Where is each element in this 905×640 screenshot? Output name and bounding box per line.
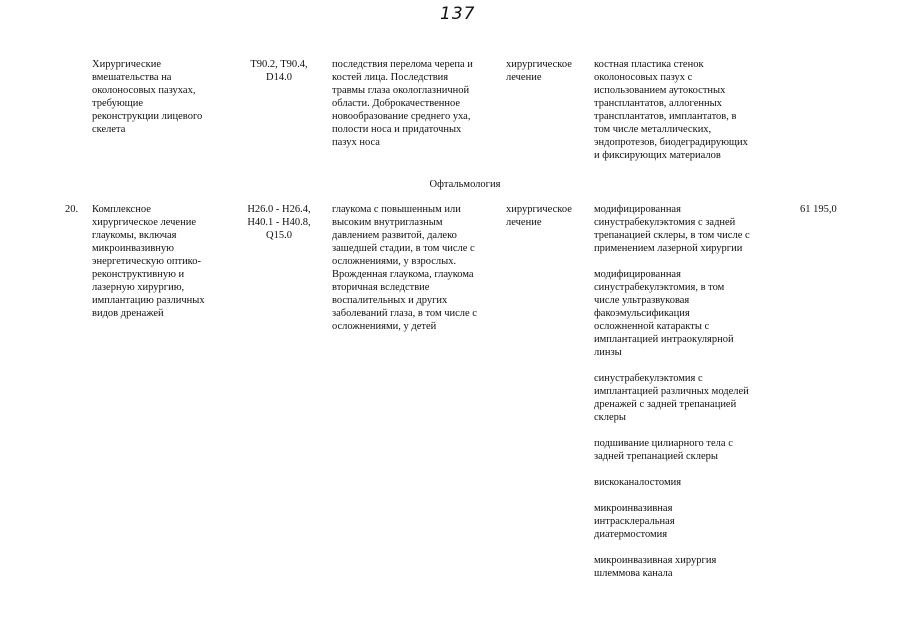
- text-line: применением лазерной хирургии: [594, 243, 743, 254]
- method-item: [594, 372, 776, 424]
- text-line: дренажей с задней трепанацией: [594, 399, 737, 410]
- text-line: хирургическое лечение: [92, 217, 196, 228]
- text-line: T90.2, T90.4,: [250, 59, 308, 70]
- text-line: зашедшей стадии, в том числе с: [332, 243, 475, 254]
- treatment-methods: [594, 203, 776, 580]
- method-item: [594, 554, 776, 580]
- text-line: области. Доброкачественное: [332, 98, 461, 109]
- text-line: осложненной катаракты с: [594, 321, 710, 332]
- text-line: реконструктивную и: [92, 269, 185, 280]
- method-item: [594, 437, 776, 463]
- text-line: вискоканалостомия: [594, 477, 682, 488]
- text-line: синустрабекулэктомия с: [594, 373, 703, 384]
- method-item: [594, 476, 776, 489]
- text-line: скелета: [92, 124, 126, 135]
- text-line: микроинвазивная хирургия: [594, 555, 717, 566]
- text-line: давлением развитой, далеко: [332, 230, 457, 241]
- text-line: имплантацией интраокулярной: [594, 334, 734, 345]
- page-number: 137: [440, 4, 476, 24]
- method-item: [594, 268, 776, 359]
- text-line: интрасклеральная: [594, 516, 675, 527]
- row-number: 20.: [65, 204, 79, 215]
- text-line: вторичная вследствие: [332, 282, 430, 293]
- treatment-type: [506, 203, 588, 229]
- text-line: лечение: [506, 217, 542, 228]
- method-item: [594, 502, 776, 541]
- text-line: микроинвазивную: [92, 243, 175, 254]
- text-line: требующие: [92, 98, 144, 109]
- text-line: Q15.0: [266, 230, 292, 241]
- text-line: последствия перелома черепа и: [332, 59, 473, 70]
- section-title: Офтальмология: [429, 179, 501, 190]
- text-line: линзы: [594, 347, 622, 358]
- text-line: околоносовых пазухах,: [92, 85, 196, 96]
- text-line: имплантацией различных моделей: [594, 386, 749, 397]
- text-line: вмешательства на: [92, 72, 172, 83]
- text-line: и фиксирующих материалов: [594, 150, 721, 161]
- text-line: Врожденная глаукома, глаукома: [332, 269, 474, 280]
- text-line: глаукомы, включая: [92, 230, 177, 241]
- text-line: заболеваний глаза, в том числе с: [332, 308, 477, 319]
- text-line: костная пластика стенок: [594, 59, 704, 70]
- text-line: околоносовых пазух с: [594, 72, 693, 83]
- text-line: H40.1 - H40.8,: [247, 217, 311, 228]
- procedure-name: [92, 203, 240, 320]
- text-line: задней трепанацией склеры: [594, 451, 718, 462]
- text-line: синустрабекулэктомия, в том: [594, 282, 725, 293]
- text-line: синустрабекулэктомия с задней: [594, 217, 736, 228]
- patient-model: [332, 58, 502, 149]
- text-line: лечение: [506, 72, 542, 83]
- treatment-method: [594, 58, 776, 162]
- text-line: трансплантатов, аллогенных: [594, 98, 722, 109]
- text-line: модифицированная: [594, 269, 681, 280]
- procedure-name: [92, 58, 240, 136]
- text-line: имплантацию различных: [92, 295, 205, 306]
- text-line: травмы глаза окологлазничной: [332, 85, 470, 96]
- text-line: трансплантатов, имплантатов, в: [594, 111, 737, 122]
- icd-codes: [240, 203, 318, 242]
- text-line: факоэмульсификация: [594, 308, 690, 319]
- text-line: полости носа и придаточных: [332, 124, 462, 135]
- text-line: эндопротезов, биодеградирующих: [594, 137, 748, 148]
- text-line: модифицированная: [594, 204, 681, 215]
- text-line: глаукома с повышенным или: [332, 204, 461, 215]
- treatment-type: [506, 58, 588, 84]
- text-line: D14.0: [266, 72, 292, 83]
- text-line: новообразование среднего уха,: [332, 111, 471, 122]
- icd-codes: [240, 58, 318, 84]
- text-line: воспалительных и других: [332, 295, 448, 306]
- patient-model: [332, 203, 502, 333]
- price: 61 195,0: [800, 204, 837, 215]
- text-line: хирургическое: [506, 59, 572, 70]
- text-line: костей лица. Последствия: [332, 72, 449, 83]
- text-line: подшивание цилиарного тела с: [594, 438, 733, 449]
- text-line: числе ультразвуковая: [594, 295, 690, 306]
- text-line: видов дренажей: [92, 308, 164, 319]
- text-line: осложнениями, у взрослых.: [332, 256, 457, 267]
- text-line: H26.0 - H26.4,: [247, 204, 311, 215]
- text-line: Комплексное: [92, 204, 151, 215]
- text-line: энергетическую оптико-: [92, 256, 201, 267]
- text-line: диатермостомия: [594, 529, 668, 540]
- text-line: склеры: [594, 412, 626, 423]
- text-line: пазух носа: [332, 137, 380, 148]
- text-line: Хирургические: [92, 59, 161, 70]
- text-line: осложнениями, у детей: [332, 321, 437, 332]
- text-line: шлеммова канала: [594, 568, 673, 579]
- text-line: хирургическое: [506, 204, 572, 215]
- text-line: микроинвазивная: [594, 503, 673, 514]
- text-line: высоким внутриглазным: [332, 217, 443, 228]
- text-line: том числе металлических,: [594, 124, 712, 135]
- method-item: [594, 203, 776, 255]
- text-line: использованием аутокостных: [594, 85, 726, 96]
- text-line: реконструкции лицевого: [92, 111, 203, 122]
- text-line: трепанацией склеры, в том числе с: [594, 230, 750, 241]
- text-line: лазерную хирургию,: [92, 282, 185, 293]
